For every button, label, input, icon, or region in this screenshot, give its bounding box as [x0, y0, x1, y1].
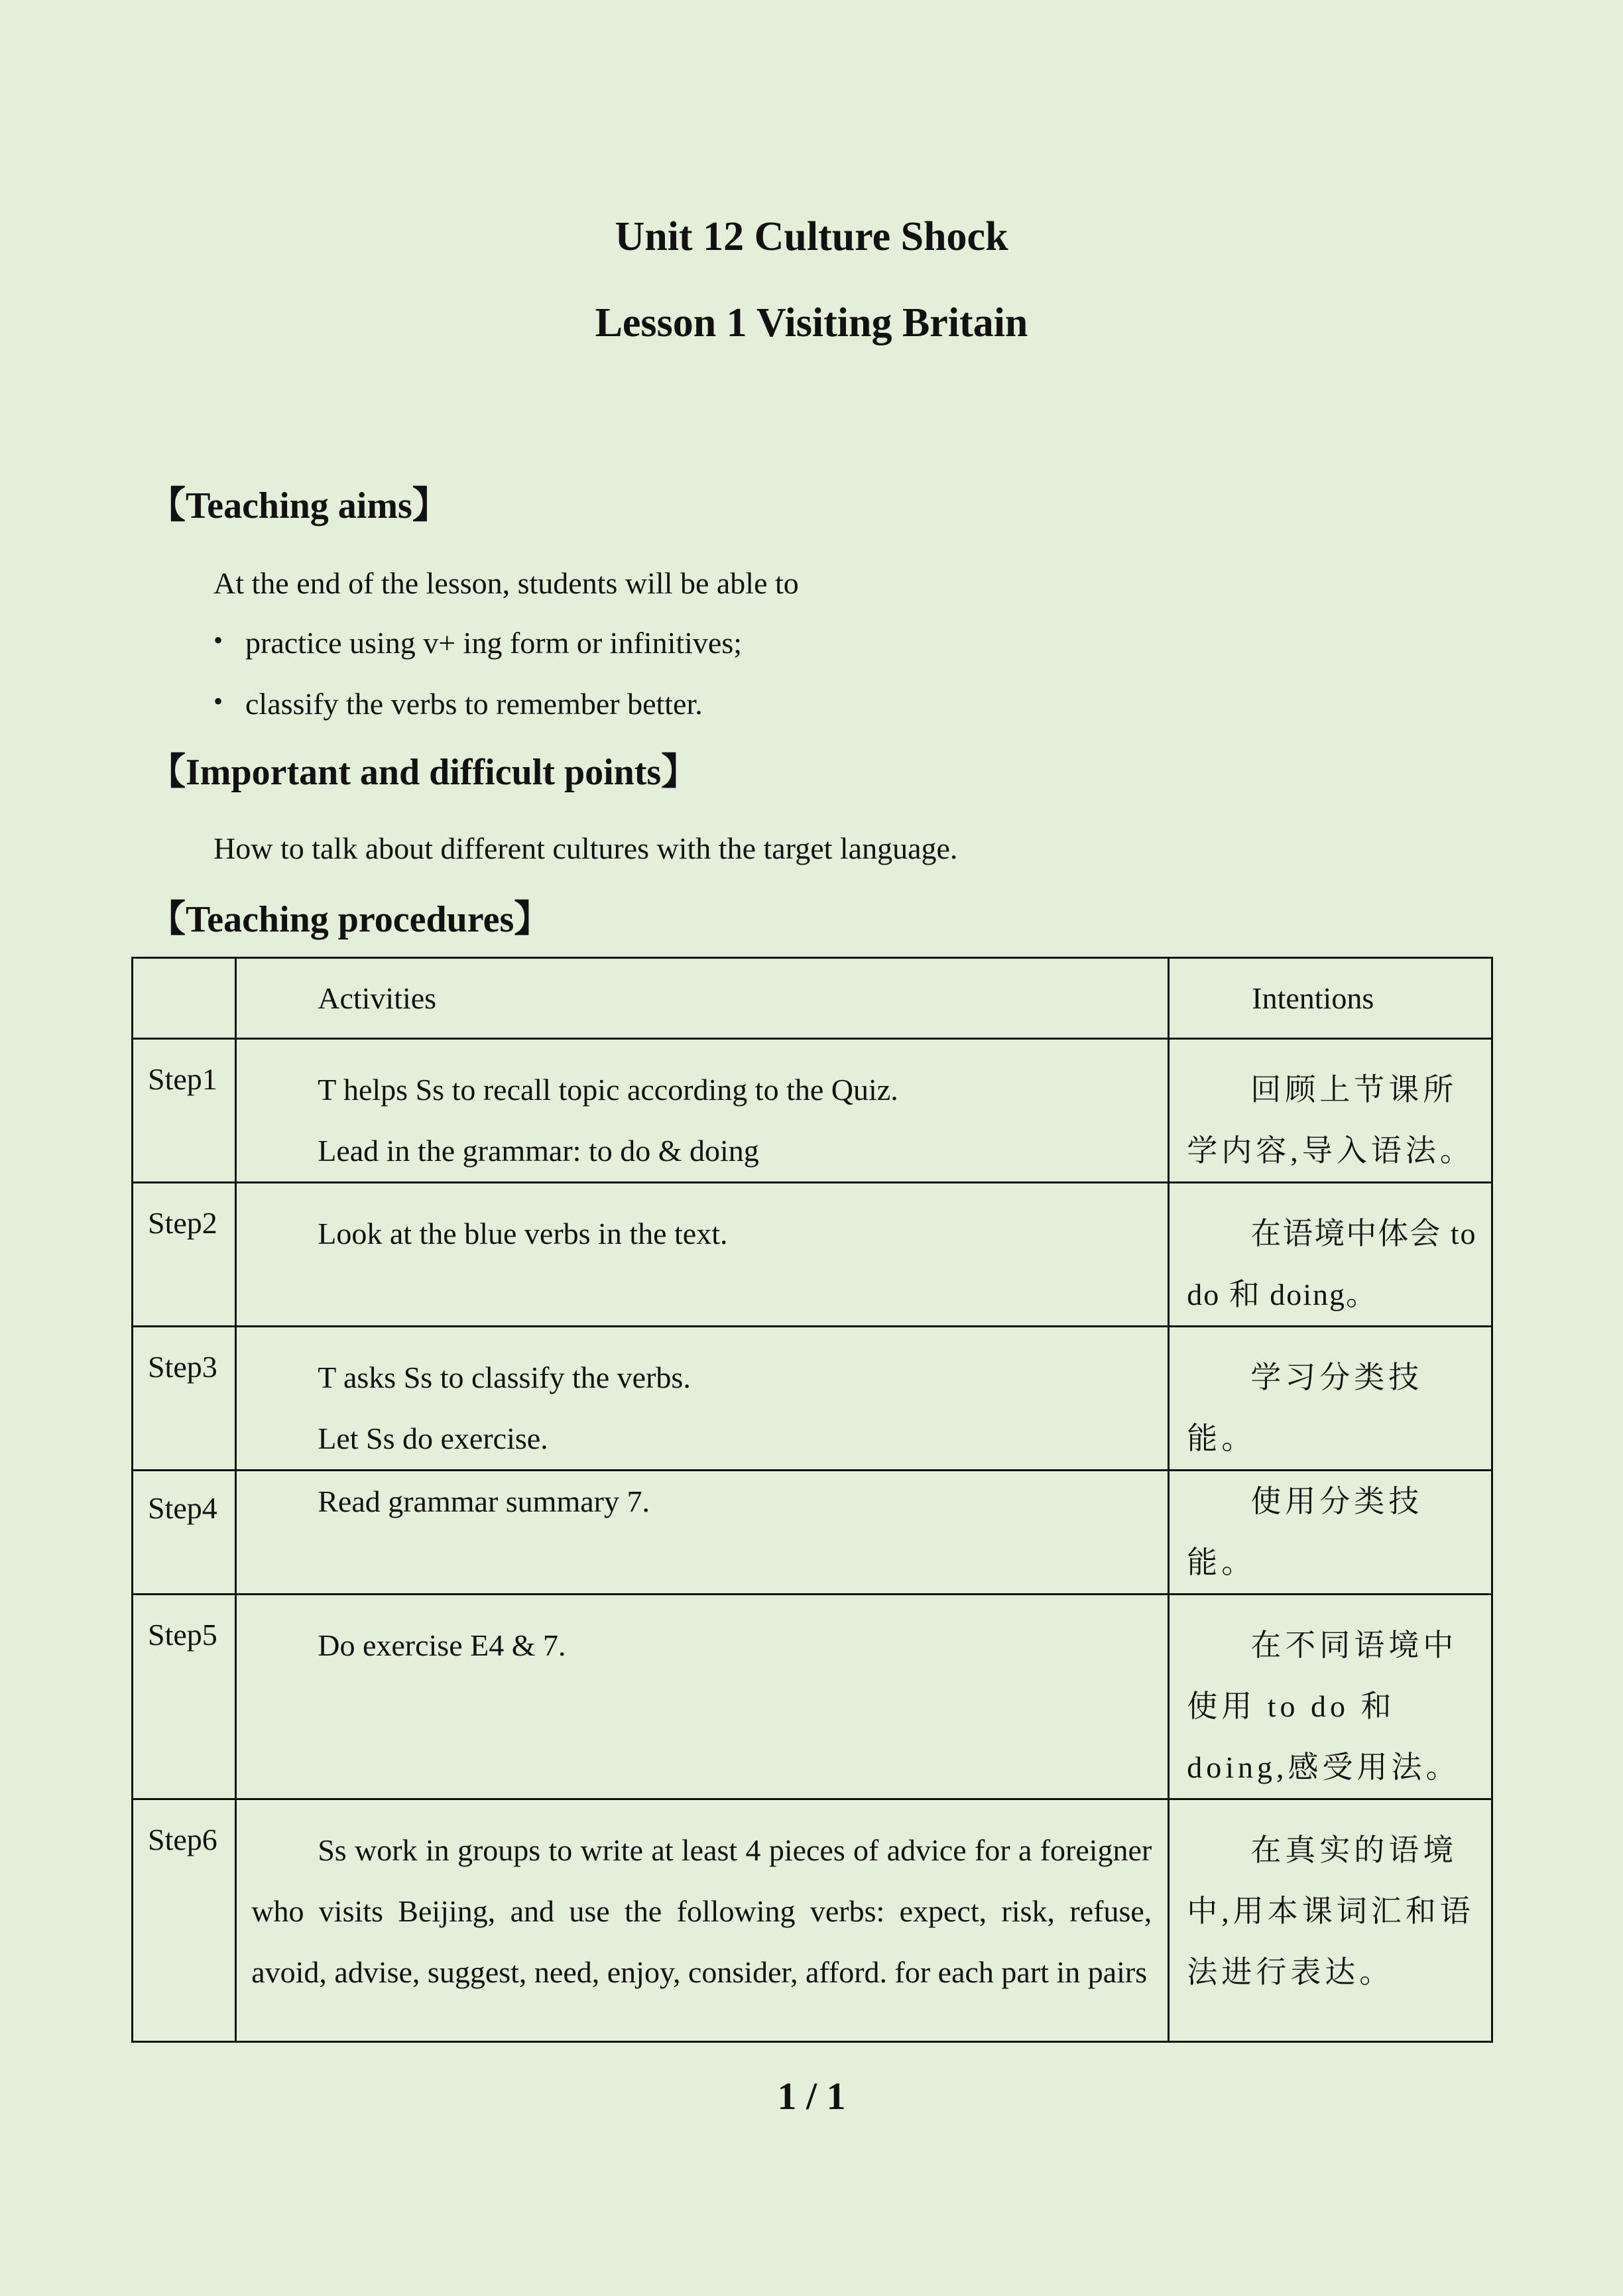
table-row — [133, 1039, 1492, 1183]
table-row — [133, 1327, 1492, 1471]
intention-text: 回顾上节课所学内容,导入语法。 — [1187, 1073, 1474, 1168]
activity-line: T asks Ss to classify the verbs. — [318, 1360, 691, 1394]
important-points-heading: 【Important and difficult points】 — [149, 752, 699, 793]
activity-line: Lead in the grammar: to do & doing — [318, 1134, 759, 1168]
activity-line: Read grammar summary 7. — [318, 1484, 650, 1518]
aims-intro: At the end of the lesson, students will be able to — [213, 566, 799, 600]
activity-line: Look at the blue verbs in the text. — [318, 1217, 728, 1250]
activity-line: Do exercise E4 & 7. — [318, 1628, 566, 1662]
step-label: Step1 — [148, 1062, 217, 1096]
intention-text: 在真实的语境中,用本课词汇和语法进行表达。 — [1187, 1833, 1474, 1989]
table-row — [133, 1183, 1492, 1327]
activity-line: Let Ss do exercise. — [318, 1421, 548, 1455]
intention-text: 使用分类技能。 — [1187, 1484, 1423, 1579]
activity-line: T helps Ss to recall topic according to the Quiz. — [318, 1073, 898, 1107]
page-number: 1 / 1 — [777, 2075, 846, 2118]
step-label: Step3 — [148, 1350, 217, 1384]
table-header-row — [133, 958, 1492, 1039]
header-intentions-label: Intentions — [1252, 981, 1374, 1015]
aims-bullet-1: practice using v+ ing form or infinitives; — [245, 626, 743, 660]
header-activities-cell — [236, 958, 1169, 1039]
table-row — [133, 1471, 1492, 1595]
lesson-subtitle: Lesson 1 Visiting Britain — [595, 300, 1028, 345]
header-activities-label: Activities — [318, 981, 437, 1015]
step-label: Step2 — [148, 1206, 217, 1240]
procedures-table — [131, 957, 1493, 2043]
header-step-cell — [133, 958, 236, 1039]
document-title: Unit 12 Culture Shock — [615, 214, 1008, 259]
bullet-dot-icon: • — [213, 686, 223, 716]
teaching-procedures-heading: 【Teaching procedures】 — [149, 899, 552, 940]
intention-text: 学习分类技能。 — [1187, 1360, 1423, 1455]
activity-paragraph: Ss work in groups to write at least 4 pieces of advice for a foreigner who visits Beijing, and use the following verbs: expect, risk, refuse, avoid, advise, suggest, need, enjoy, consider, afford. for each part in pairs — [251, 1833, 1152, 1989]
teaching-aims-heading: 【Teaching aims】 — [149, 485, 450, 526]
intention-text: 在语境中体会 to do 和 doing。 — [1187, 1217, 1477, 1311]
step-label: Step4 — [148, 1491, 217, 1525]
header-intentions-cell — [1169, 958, 1492, 1039]
table-row — [133, 1799, 1492, 2042]
table-row — [133, 1595, 1492, 1799]
important-points-text: How to talk about different cultures with the target language. — [213, 831, 958, 865]
bullet-dot-icon: • — [213, 625, 223, 655]
step-label: Step5 — [148, 1618, 217, 1652]
step-label: Step6 — [148, 1823, 217, 1856]
intention-text: 在不同语境中使用 to do 和 doing,感受用法。 — [1187, 1628, 1461, 1784]
aims-bullet-2: classify the verbs to remember better. — [245, 687, 703, 721]
